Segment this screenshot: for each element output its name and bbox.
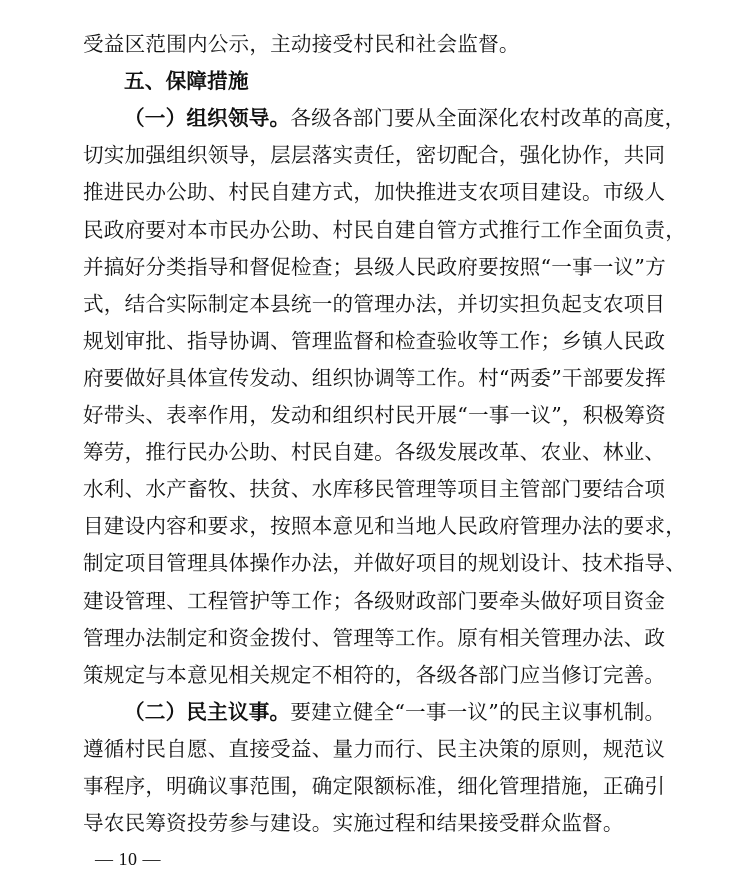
text-line (83, 397, 666, 434)
subsection-title-democracy: （二）民主议事。 (124, 699, 291, 724)
text-line (83, 731, 666, 768)
text-line-content: 策规定与本意见相关规定不相符的，各级各部门应当修订完善。 (83, 662, 666, 687)
text-line (83, 545, 687, 582)
text-line (83, 434, 666, 471)
text-line-content: 式，结合实际制定本县统一的管理办法，并切实担负起支农项目 (83, 291, 666, 316)
text-line-content: 规划审批、指导协调、管理监督和检查验收等工作；乡镇人民政 (83, 328, 666, 353)
text-line (83, 360, 666, 397)
paragraph-first-line (124, 100, 686, 137)
text-line (83, 174, 666, 211)
text-line-content: 水利、水产畜牧、扶贫、水库移民管理等项目主管部门要结合项 (83, 477, 666, 502)
text-line (83, 249, 666, 286)
text-line-content: 好带头、表率作用，发动和组织村民开展“一事一议”，积极筹资 (83, 403, 666, 427)
paragraph-text: 各级各部门要从全面深化农村改革的高度， (290, 106, 686, 131)
text-line-content: 受益区范围内公示，主动接受村民和社会监督。 (83, 32, 520, 56)
paragraph-first-line (124, 694, 666, 731)
subsection-title-organization: （一）组织领导。 (124, 106, 291, 131)
text-line-content: 筹劳，推行民办公助、村民自建。各级发展改革、农业、林业、 (83, 440, 666, 465)
text-line (83, 471, 666, 508)
page-number: — 10 — (95, 849, 161, 870)
text-line (83, 620, 666, 657)
text-line (83, 583, 666, 620)
text-line-content: 民政府要对本市民办公助、村民自建自管方式推行工作全面负责， (83, 217, 687, 242)
text-line (83, 26, 663, 63)
text-line-content: 建设管理、工程管护等工作；各级财政部门要牵头做好项目资金 (83, 588, 666, 613)
text-line (83, 286, 666, 323)
text-line (83, 768, 666, 805)
text-line-content: 制定项目管理具体操作办法，并做好项目的规划设计、技术指导、 (83, 551, 687, 576)
text-line-content: 目建设内容和要求，按照本意见和当地人民政府管理办法的要求， (83, 514, 687, 539)
text-line-content: 遵循村民自愿、直接受益、量力而行、民主决策的原则，规范议 (83, 736, 666, 761)
section-heading (124, 63, 663, 100)
text-line-content: 推进民办公助、村民自建方式，加快推进支农项目建设。市级人 (83, 180, 666, 205)
text-line (83, 805, 663, 842)
text-line (83, 657, 666, 694)
text-line (83, 323, 666, 360)
text-line-content: 并搞好分类指导和督促检查；县级人民政府要按照“一事一议”方 (83, 254, 666, 279)
text-line (83, 137, 666, 174)
text-line (83, 212, 687, 249)
text-line-content: 导农民筹资投劳参与建设。实施过程和结果接受群众监督。 (83, 811, 624, 836)
text-line-content: 管理办法制定和资金拨付、管理等工作。原有相关管理办法、政 (83, 625, 666, 650)
text-line-content: 事程序，明确议事范围，确定限额标准，细化管理措施，正确引 (83, 774, 666, 798)
section-heading-text: 五、保障措施 (124, 69, 249, 94)
text-line-content: 府要做好具体宣传发动、组织协调等工作。村“两委”干部要发挥 (83, 365, 666, 390)
text-line (83, 508, 687, 545)
text-line-content: 切实加强组织领导，层层落实责任，密切配合，强化协作，共同 (83, 143, 666, 168)
paragraph-text: 要建立健全“一事一议”的民主议事机制。 (290, 699, 666, 724)
